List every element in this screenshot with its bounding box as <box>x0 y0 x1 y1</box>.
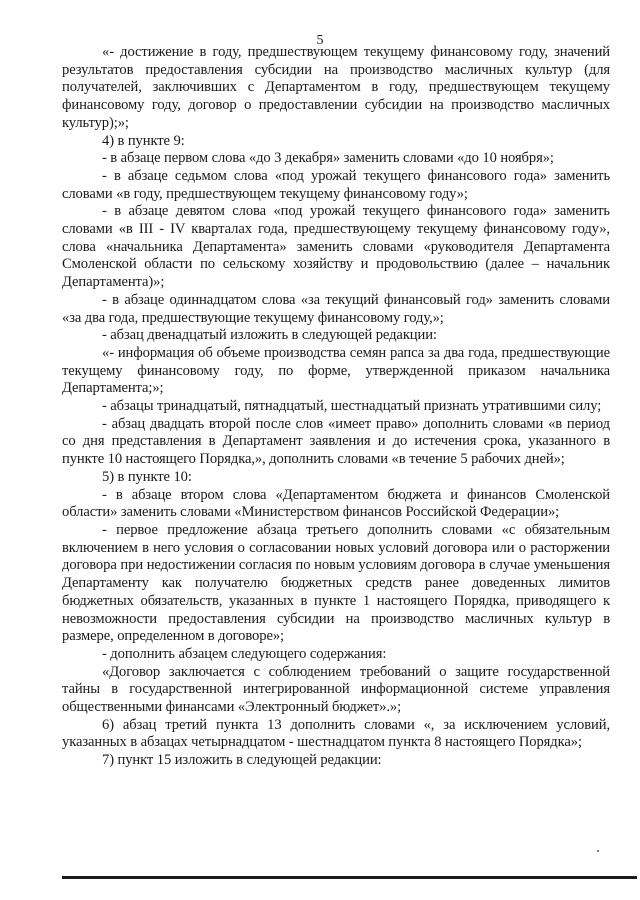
paragraph-item-5-third: - первое предложение абзаца третьего дополнить словами «с обязательным включением в него условия о согласовании новых условий договора или о расторжении договора при недостижении согласия по новым условиям договора в случае уменьшения Департаменту как получателю бюджетных средств ранее доведенных лимитов бюджетных обязательств, указанных в пункте 1 настоящего Порядка, приводящего к невозможности предоставления субсидии на производство масличных культур в размере, определенном в договоре»; <box>62 521 610 645</box>
paragraph-item-4-seventh: - в абзаце седьмом слова «под урожай текущего финансового года» заменить словами «в году, предшествующем текущему финансовому году»; <box>62 167 610 202</box>
paragraph-item-7: 7) пункт 15 изложить в следующей редакции: <box>102 752 382 769</box>
paragraph-item-5-second: - в абзаце втором слова «Департаментом бюджета и финансов Смоленской области» заменить словами «Министерством финансов Российской Федерации»; <box>62 486 610 521</box>
paragraph-item-5-add: - дополнить абзацем следующего содержания: <box>102 645 387 662</box>
paragraph-item-4-eleventh: - в абзаце одиннадцатом слова «за текущий финансовый год» заменить словами «за два года, предшествующие текущему финансовому году,»; <box>62 291 610 326</box>
paragraph-item-4-first: - в абзаце первом слова «до 3 декабря» заменить словами «до 10 ноября»; <box>102 150 554 167</box>
paragraph-item-6: 6) абзац третий пункта 13 дополнить словами «, за исключением условий, указанных в абзацах четырнадцатом - шестнадцатом пункта 8 настоящего Порядка»; <box>62 716 610 751</box>
paragraph-quote-rapeseed: «- информация об объеме производства семян рапса за два года, предшествующие текущему финансовому году, по форме, утвержденной приказом начальника Департамента;»; <box>62 344 610 397</box>
paragraph-item-4-repealed: - абзацы тринадцатый, пятнадцатый, шестнадцатый признать утратившими силу; <box>102 398 602 415</box>
paragraph-item-4-twentysecond: - абзац двадцать второй после слов «имеет право» дополнить словами «в период со дня представления в Департамент заявления и до истечения срока, указанного в пункте 10 настоящего Порядка,», дополнить словами «в течение 5 рабочих дней»; <box>62 415 610 468</box>
paragraph-item-4: 4) в пункте 9: <box>102 132 185 149</box>
paragraph-quote-contract: «Договор заключается с соблюдением требований о защите государственной тайны в государственной интегрированной информационной системе управления общественными финансами «Электронный бюджет».»; <box>62 663 610 716</box>
paragraph-quote-achievement: «- достижение в году, предшествующем текущему финансовому году, значений результатов предоставления субсидии на производство масличных культур (для получателей, заключивших с Департаментом в году, предшествующем текущему финансовому году, договор о предоставлении субсидии на производство масличных культур);»; <box>62 44 610 131</box>
paragraph-item-5: 5) в пункте 10: <box>102 468 192 485</box>
paragraph-item-4-twelfth: - абзац двенадцатый изложить в следующей редакции: <box>102 327 437 344</box>
document-body <box>62 44 610 770</box>
paragraph-item-4-ninth: - в абзаце девятом слова «под урожай текущего финансового года» заменить словами «в III - IV кварталах года, предшествующему текущему финансовому году», слова «начальника Департамента» заменить словами «руководителя Департамента Смоленской области по сельскому хозяйству и продовольствию (далее – начальник Департамента)»; <box>62 203 610 291</box>
page-number: 5 <box>316 33 324 48</box>
scan-speck <box>597 850 599 852</box>
bottom-rule <box>62 876 637 879</box>
